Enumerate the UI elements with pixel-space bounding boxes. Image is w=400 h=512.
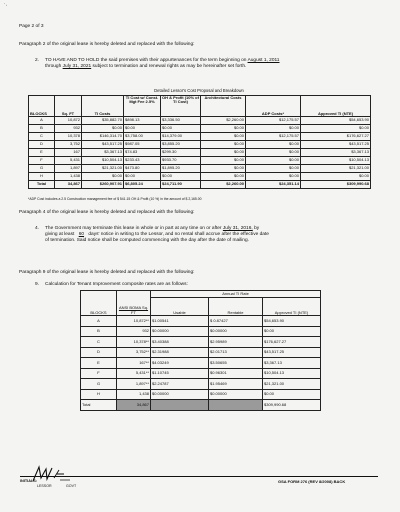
table-cell: $3.40388 [151,337,209,348]
table-cell: $0.00 [82,125,124,133]
table-cell: $260,907.91 [82,181,124,189]
table-cell: $3,758.00 [124,133,161,141]
table-row [81,326,321,337]
table-row [81,347,321,358]
table2-header: BLOCKS [81,298,117,316]
table2-body [81,316,321,411]
table-cell: $2,260.00 [201,117,246,125]
table-cell: $2.24787 [151,379,209,390]
lessor-label: LESSOR [37,484,52,488]
table-cell: $898.13 [124,117,161,125]
table-cell: $0.00 [263,389,321,400]
table-cell: $3,855.20 [161,141,201,149]
table-cell: 3,752** [117,347,151,358]
table1-body [29,117,371,189]
ti-rate-table [80,290,321,411]
table-cell: $0.00 [301,125,371,133]
para4-line1-post: by [254,226,260,231]
table2-group-row [81,291,321,298]
table-cell: $933.70 [161,157,201,165]
table-cell: 932 [117,326,151,337]
table1-title: Detailed Lessor's Cost Proposal and Breakdown [154,88,244,93]
table-cell: $146,314.70 [82,133,124,141]
table-cell: 1,897** [117,379,151,390]
table-row [81,379,321,390]
table-cell: $43,517.25 [263,347,321,358]
termination-date: July 31, 2016, [222,226,253,231]
table-cell: $21,321.00 [82,165,124,173]
para4-line2-post: days' notice in writing to the Lessor, and no rental shall accrue after the effective date [88,231,269,237]
table-cell: $14,379.00 [161,133,201,141]
table-cell: 34,867 [55,181,82,189]
table-cell: 10,378** [117,337,151,348]
table-cell: $24,351.14 [246,181,301,189]
cost-breakdown-table [28,95,371,189]
table-cell: $43,517.25 [301,141,371,149]
para2-intro: Paragraph 2 of the original lease is hereby deleted and replaced with the following: [19,42,195,47]
govt-label: GOVT [66,484,77,488]
para9-line1: Calculation for Tenant Improvement composite rates are as follows: [45,282,188,287]
table-cell [209,400,263,411]
table-cell: 1,438 [55,173,82,181]
table-row [29,165,371,173]
para2-item-num: 2. [35,58,40,63]
table1-header: TI Cost w/ Const. Mgt Fee 2.5% [124,96,161,117]
table-cell: 167 [55,149,82,157]
table-cell: $24,711.90 [161,181,201,189]
table1-footnote: *ADP Cost includes a 2.5 Construction management fee of $ 541.15 OH & Profit (10 %) in the amount of $ 2,165.00 [28,197,202,201]
para4-item-num: 4. [35,226,40,231]
table-cell: $233.43 [124,157,161,165]
table-cell: F [29,157,55,165]
table-cell: $0.00 [124,125,161,133]
table-cell: $3,367.13 [263,358,321,369]
table-cell: $0.00 [246,173,301,181]
table1-header: Sq. FT [55,96,82,117]
table-cell: D [81,347,117,358]
table-cell: $0.00 [161,173,201,181]
table-cell: D [29,141,55,149]
table-cell: $0.00 [201,173,246,181]
table-row [29,173,371,181]
table1-header: TI Costs [82,96,124,117]
table1-header: Approved TI (NTE) [301,96,371,117]
para4-intro: Paragraph 4 of the original lease is hereby deleted and replaced with the following: [19,210,195,215]
para4-text [45,226,390,244]
table-cell: $4.03249 [151,358,209,369]
table-cell: $0.00 [161,125,201,133]
table-cell: $0.00000 [151,389,209,400]
table2-header: Usable [151,298,209,316]
table-row [81,316,321,327]
table-cell: $3.50655 [209,358,263,369]
table-cell: A [29,117,55,125]
table2-header-row [81,298,321,316]
table-cell: $1.00541 [151,316,209,327]
table-row [29,141,371,149]
table-cell: 1,897 [55,165,82,173]
table-cell: $0.00 [82,173,124,181]
table-cell: B [29,125,55,133]
table-cell: $176,627.27 [263,337,321,348]
table-cell: $12,175.57 [246,117,301,125]
table-cell: $21,321.00 [263,379,321,390]
table-cell: $ 0.87427 [209,316,263,327]
table-cell: $54,653.90 [263,316,321,327]
table-row [29,157,371,165]
table-cell: $3,367.13 [82,149,124,157]
table1-header: BLOCKS [29,96,55,117]
table-row [81,368,321,379]
table-cell: 5,431 [55,157,82,165]
table-cell: $43,517.25 [82,141,124,149]
table-cell: $0.00 [201,157,246,165]
table-cell: $0.00 [201,149,246,157]
table-cell: $0.00 [124,173,161,181]
table2-header: ANSI BOMA Sq. FT [117,298,151,316]
table-cell: H [29,173,55,181]
page-label: Page 2 of 3 [19,24,44,29]
para2-line2-pre: through [45,63,62,69]
table-cell: 932 [55,125,82,133]
table-cell: $1.95469 [209,379,263,390]
table-total-row [29,181,371,189]
para4-line3: of termination. Said notice shall be computed commencing with the day after the date of mailing. [45,237,249,243]
table-cell: $987.05 [124,141,161,149]
table-cell: $2.95989 [209,337,263,348]
table-cell: $0.00 [246,125,301,133]
table-cell: $309,990.68 [301,181,371,189]
table-cell: E [81,358,117,369]
table-cell: $0.00 [246,149,301,157]
table-cell: Total [81,400,117,411]
table2-header: Rentable [209,298,263,316]
table-cell: 10,872** [117,316,151,327]
table2-blank-header [81,291,117,298]
table-cell: $176,627.27 [301,133,371,141]
table-cell: 10,378 [55,133,82,141]
table-cell: $0.00 [246,141,301,149]
table-cell: $10,504.13 [301,157,371,165]
table-cell: $3,367.13 [301,149,371,157]
para2-line2-post: subject to termination and renewal rights as may be hereinafter set forth. [92,63,247,69]
table-cell: $3,336.50 [161,117,201,125]
table-cell: C [29,133,55,141]
table-cell: $10,504.13 [263,368,321,379]
table-cell: 1,438 [117,389,151,400]
table1-header: ADP Costs* [246,96,301,117]
table-row [81,337,321,348]
table-total-row [81,400,321,411]
table-cell: $0.00000 [151,326,209,337]
table-row [29,125,371,133]
table-cell: $12,175.57 [246,133,301,141]
table-cell: $74.83 [124,149,161,157]
table-cell: 3,752 [55,141,82,149]
table-cell [151,400,209,411]
table-cell: A [81,316,117,327]
para9-intro: Paragraph 9 of the original lease is hereby deleted and replaced with the following: [19,270,195,275]
table-cell: $21,321.00 [301,165,371,173]
table1-header: Architectural Costs [201,96,246,117]
form-label: GSA FORM 276 (REV 8/2008) BACK [278,479,346,484]
table-cell: $0.96301 [209,368,263,379]
table-cell: Total [29,181,55,189]
table-cell: $1.10745 [151,368,209,379]
table-cell: $6,805.24 [124,181,161,189]
table-cell: 167** [117,358,151,369]
table-cell: $2.01713 [209,347,263,358]
para4-line1: The Government may terminate this lease in whole or in part at any time on or after [45,226,222,231]
para9-item-num: 9. [35,282,40,287]
table-cell: $1,895.20 [161,165,201,173]
corner-mark: ˙‧ [4,4,8,9]
table-cell: $0.00000 [209,389,263,400]
table-cell: $0.00 [201,165,246,173]
para2-text [45,58,385,70]
table2-blank-header [117,291,151,298]
table-row [81,389,321,400]
table2-header: Approved TI (NTE) [263,298,321,316]
table-cell: 34,867 [117,400,151,411]
table-cell: $0.00 [201,141,246,149]
table-cell: $35,882.70 [82,117,124,125]
table-cell: $0.00 [201,133,246,141]
notice-days: 60 [78,231,85,237]
start-date: August 1, 2011 [247,58,280,63]
table-row [81,358,321,369]
table-cell: $2.31988 [151,347,209,358]
table-cell: $309,990.68 [263,400,321,411]
table-cell: 10,872 [55,117,82,125]
table1-header-row [29,96,371,117]
para4-line2-pre: giving at least [45,231,75,237]
table-cell: $54,653.90 [301,117,371,125]
table-cell: $0.00000 [209,326,263,337]
table-row [29,117,371,125]
table-cell: H [81,389,117,400]
end-date: July 31, 2021 [62,63,92,69]
table-cell: $0.00 [201,125,246,133]
table-cell: 5,431** [117,368,151,379]
para2-line1: TO HAVE AND TO HOLD the said premises with their appurtenances for the term beginning on [45,58,247,63]
initials-label: INITIALS: [20,479,38,483]
table-cell: $10,504.13 [82,157,124,165]
table-cell: $473.80 [124,165,161,173]
table-row [29,133,371,141]
table-cell: B [81,326,117,337]
table1-header: OH & Profit (10% of TI Cost) [161,96,201,117]
table-cell: $0.00 [246,157,301,165]
table-cell: $0.00 [263,326,321,337]
table-cell: $0.00 [246,165,301,173]
table-cell: E [29,149,55,157]
table-row [29,149,371,157]
table-cell: $0.00 [301,173,371,181]
table-cell: G [81,379,117,390]
table-cell: $299.30 [161,149,201,157]
annual-ti-rate-header: Annual TI Rate [151,291,321,298]
table-cell: F [81,368,117,379]
table-cell: $2,260.00 [201,181,246,189]
table-cell: C [81,337,117,348]
table-cell: G [29,165,55,173]
